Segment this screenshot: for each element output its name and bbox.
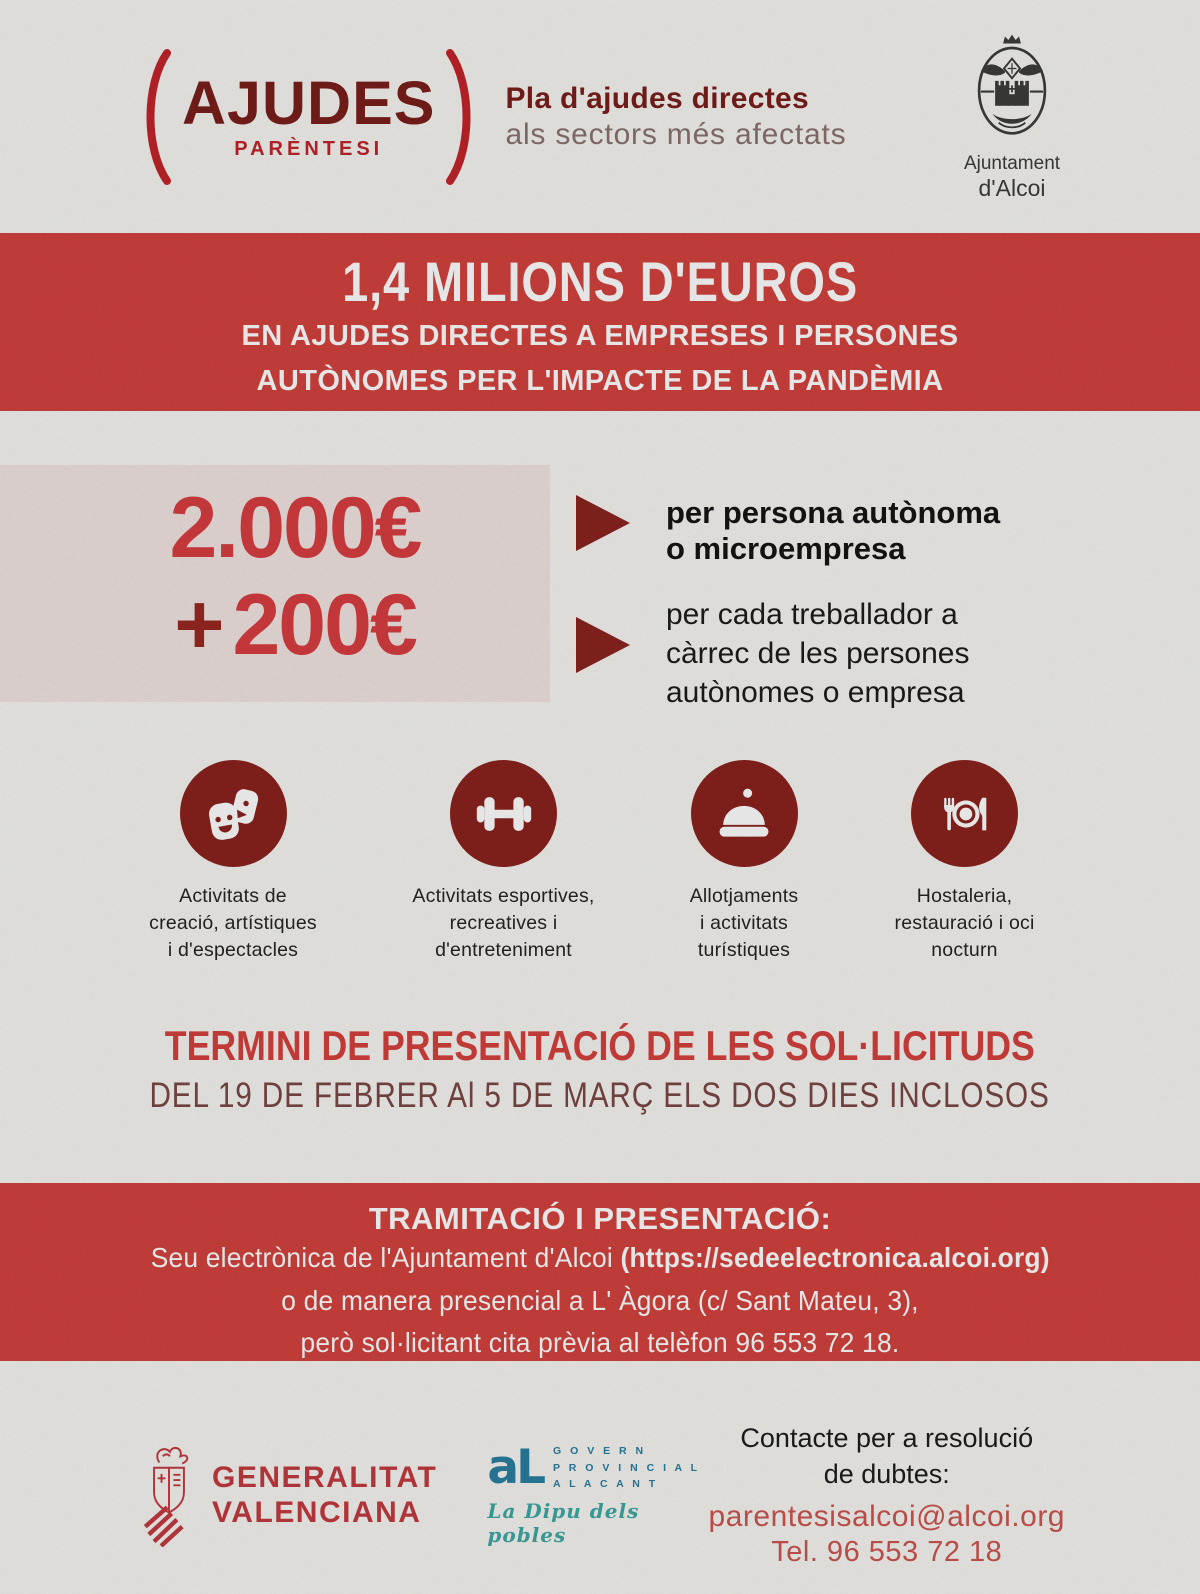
diputacio-alacant-logo <box>487 1439 708 1548</box>
dipu-gov-line2: P R O V I N C I A L <box>553 1461 701 1474</box>
sector-label-line: d'entreteniment <box>435 938 572 961</box>
sectors-row <box>0 760 1200 964</box>
council-name-line2: d'Alcoi <box>978 174 1046 201</box>
contact-block <box>709 1421 1065 1568</box>
deadline-subtitle: DEL 19 DE FEBRER Al 5 DE MARÇ ELS DOS DIES INCLOSOS <box>149 1076 1051 1115</box>
extra-amount-value: 200€ <box>232 577 416 673</box>
amounts-section <box>0 465 1200 709</box>
processing-line3: però sol·licitant cita prèvia al telèfon 96 553 72 18. <box>300 1327 900 1359</box>
sector-label <box>857 883 1072 964</box>
dipu-gov-line3: A L A C A N T <box>553 1478 659 1491</box>
sector-label <box>376 883 631 964</box>
base-desc-line2: o microempresa <box>666 530 906 566</box>
plan-tagline <box>505 81 846 152</box>
brand-name: AJUDES <box>182 68 436 137</box>
sector-circle <box>180 760 287 867</box>
extra-desc-line1: per cada treballador a <box>666 597 958 631</box>
processing-banner <box>0 1183 1200 1361</box>
headline-line1: EN AJUDES DIRECTES A EMPRESES I PERSONES <box>241 319 959 352</box>
base-desc-line1: per persona autònoma <box>666 495 1001 530</box>
extra-desc-line2: càrrec de les persones <box>666 636 970 670</box>
restaurant-plate-icon <box>936 785 994 843</box>
header <box>0 0 1200 233</box>
deadline-title: TERMINI DE PRESENTACIÓ DE LES SOL·LICITUDS <box>164 1022 1036 1069</box>
processing-title: TRAMITACIÓ I PRESENTACIÓ: <box>368 1201 832 1236</box>
benefits-list <box>576 465 1000 712</box>
triangle-arrow-icon <box>576 617 630 673</box>
generalitat-valenciana-logo <box>140 1443 437 1547</box>
triangle-arrow-icon <box>576 495 630 551</box>
sector-label-line: recreatives i <box>449 911 558 934</box>
sector-creative <box>108 760 358 964</box>
headline-title: 1,4 MILIONS D'EUROS <box>342 250 858 313</box>
benefit-extra <box>576 595 1000 712</box>
sector-sports <box>376 760 631 964</box>
amounts-panel <box>0 465 550 702</box>
sector-circle <box>911 760 1018 867</box>
sector-label-line: nocturn <box>931 938 998 961</box>
contact-phone: Tel. 96 553 72 18 <box>771 1535 1003 1568</box>
contact-label-line2: de dubtes: <box>823 1458 950 1489</box>
ajudes-parentesi-logo <box>138 48 479 186</box>
contact-email: parentesisalcoi@alcoi.org <box>708 1499 1065 1533</box>
close-paren-icon <box>445 48 479 186</box>
council-crest-icon <box>966 32 1058 144</box>
sector-circle <box>450 760 557 867</box>
sector-label-line: i d'espectacles <box>167 938 299 961</box>
deadline-section <box>0 1022 1200 1116</box>
processing-url: (https://sedeelectronica.alcoi.org) <box>620 1242 1050 1273</box>
extra-desc-line3: autònomes o empresa <box>666 675 965 709</box>
sector-label <box>108 883 358 964</box>
processing-line1 <box>150 1237 1049 1280</box>
contact-label-line1: Contacte per a resolució <box>740 1423 1034 1454</box>
dumbbell-icon <box>474 784 534 844</box>
base-amount: 2.000€ <box>169 480 421 576</box>
sector-label-line: Activitats esportives, <box>412 885 595 907</box>
sector-label <box>649 883 839 964</box>
gva-name-line1: GENERALITAT <box>212 1460 438 1494</box>
benefit-base <box>576 495 1000 567</box>
sector-label-line: Activitats de <box>179 885 287 907</box>
sector-circle <box>691 760 798 867</box>
sector-label-line: i activitats <box>699 911 788 934</box>
gva-crest-icon <box>140 1443 198 1547</box>
sector-label-line: creació, artístiques <box>149 911 317 934</box>
sector-label-line: Hostaleria, <box>916 885 1013 907</box>
sector-label-line: restauració i oci <box>894 911 1035 934</box>
theater-masks-icon <box>204 785 262 843</box>
plan-tagline-bold: Pla d'ajudes directes <box>505 82 810 116</box>
dipu-mark-icon: aL <box>487 1439 544 1495</box>
sector-lodging <box>649 760 839 964</box>
brand-subname: PARÈNTESI <box>234 137 384 160</box>
sector-label-line: Allotjaments <box>689 885 799 907</box>
extra-amount <box>55 577 535 673</box>
plus-sign: + <box>174 577 223 673</box>
dipu-gov-line1: G O V E R N <box>553 1444 647 1457</box>
open-paren-icon <box>138 48 172 186</box>
council-logo <box>942 32 1082 202</box>
sector-hospitality <box>857 760 1072 964</box>
sector-label-line: turístiques <box>697 938 791 961</box>
footer <box>0 1400 1200 1590</box>
council-name-line1: Ajuntament <box>963 152 1061 174</box>
food-cloche-icon <box>715 785 773 843</box>
processing-line2: o de manera presencial a L' Àgora (c/ Sant Mateu, 3), <box>281 1284 919 1316</box>
processing-line1-text: Seu electrònica de l'Ajuntament d'Alcoi <box>150 1242 621 1273</box>
headline-line2: AUTÒNOMES PER L'IMPACTE DE LA PANDÈMIA <box>256 364 944 397</box>
plan-tagline-light: als sectors més afectats <box>505 117 847 151</box>
dipu-slogan: La Dipu dels pobles <box>487 1499 640 1548</box>
gva-name-line2: VALENCIANA <box>212 1496 422 1529</box>
headline-banner <box>0 233 1200 411</box>
